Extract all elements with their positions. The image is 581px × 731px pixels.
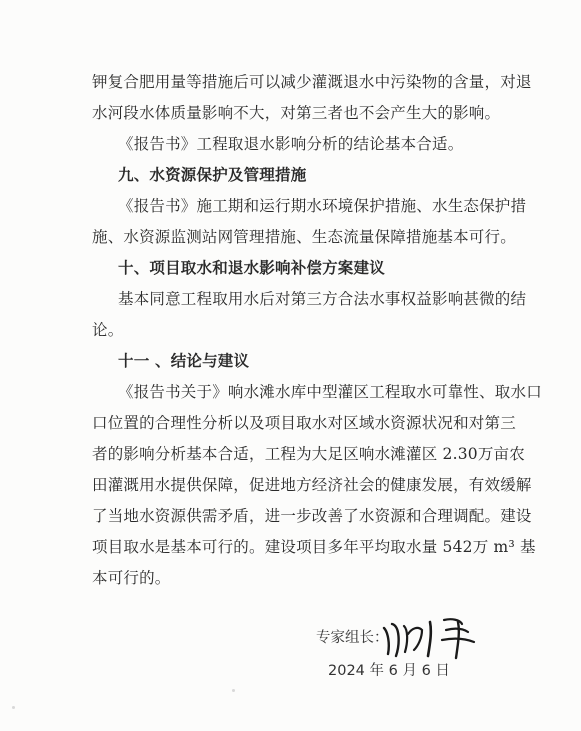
body-line: 《报告书》工程取退水影响分析的结论基本合适。 [118,135,464,153]
body-line: 了当地水资源供需矛盾，进一步改善了水资源和合理调配。建设 [92,507,532,525]
handwritten-signature [378,614,490,660]
body-line: 《报告书关于》响水滩水库中型灌区工程取水可靠性、取水口 [118,383,542,401]
body-line: 口位置的合理性分析以及项目取水对区域水资源状况和对第三 [92,414,516,432]
body-line: 水河段水体质量影响不大，对第三者也不会产生大的影响。 [92,104,501,122]
section-heading: 十、项目取水和退水影响补偿方案建议 [118,259,385,277]
body-line: 基本同意工程取用水后对第三方合法水事权益影响甚微的结 [118,290,527,308]
body-line: 施、水资源监测站网管理措施、生态流量保障措施基本可行。 [92,228,516,246]
section-heading: 九、水资源保护及管理措施 [118,166,307,184]
body-line: 者的影响分析基本合适，工程为大足区响水滩灌区 2.30万亩农 [92,445,525,463]
body-line: 项目取水是基本可行的。建设项目多年平均取水量 542万 m³ 基 [92,538,536,556]
signature-label: 专家组长： [316,630,389,646]
signature-date: 2024 年 6 月 6 日 [328,663,450,679]
scan-speck [12,706,15,709]
body-line: 钾复合肥用量等措施后可以减少灌溉退水中污染物的含量，对退 [92,73,532,91]
body-line: 《报告书》施工期和运行期水环境保护措施、水生态保护措 [118,197,527,215]
body-line: 论。 [92,321,124,339]
section-heading: 十一 、结论与建议 [118,352,250,370]
scan-speck [232,689,235,692]
body-line: 本可行的。 [92,569,171,587]
body-line: 田灌溉用水提供保障，促进地方经济社会的健康发展，有效缓解 [92,476,532,494]
